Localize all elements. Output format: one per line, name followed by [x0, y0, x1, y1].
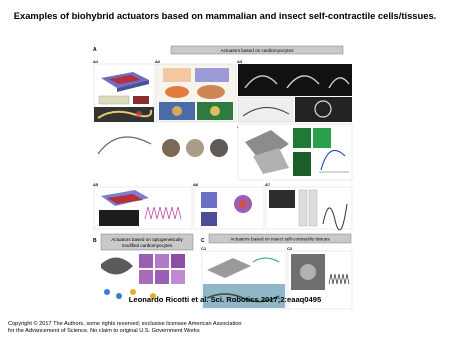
subpanel-a1-label: A1 [93, 59, 99, 64]
panel-c-letter: C [201, 238, 205, 244]
subpanel-a4-image [238, 124, 352, 180]
subpanel-a2-image [156, 64, 236, 122]
subpanel-a1-image [94, 64, 154, 122]
copyright-notice [8, 321, 241, 335]
panel-b-letter: B [93, 238, 97, 244]
copyright-line-2: for the Advancement of Science. No claim to original U.S. Government Works [8, 328, 200, 334]
subpanel-a5-label: A5 [93, 182, 99, 187]
subpanel-a3-label: A3 [237, 59, 243, 64]
subpanel-a2-label: A2 [155, 59, 161, 64]
subpanel-c1-label: C1 [201, 246, 207, 251]
subpanel-a6-label: A6 [193, 182, 199, 187]
subpanel-a3-image [238, 64, 352, 122]
subpanel-a6-image [194, 187, 264, 229]
citation: Leonardo Ricotti et al. Sci. Robotics 2017;2:eaaq0495 [128, 295, 322, 304]
panel-b-banner-line1: Actuators based on optogenetically [111, 237, 183, 242]
panel-c-banner-text: Actuators based on insect self-contractile tissues [230, 236, 330, 242]
subpanel-a5-image [94, 187, 192, 229]
figure [93, 44, 355, 310]
panel-a-banner-text: Actuators based on cardiomyocytes [220, 48, 294, 53]
panel-a-middle-images [94, 124, 236, 180]
subpanel-c2-label: C2 [287, 246, 293, 251]
panel-b-banner-line2: modified cardiomyocytes [121, 243, 173, 248]
subpanel-a7-label: A7 [265, 182, 271, 187]
panel-a-letter: A [93, 47, 97, 53]
subpanel-a7-image [266, 187, 352, 230]
copyright-line-1: Copyright © 2017 The Authors, some rights reserved; exclusive licensee American Association [8, 321, 242, 327]
slide-title: Examples of biohybrid actuators based on mammalian and insect self-contractile cells/tissues. [13, 10, 437, 21]
